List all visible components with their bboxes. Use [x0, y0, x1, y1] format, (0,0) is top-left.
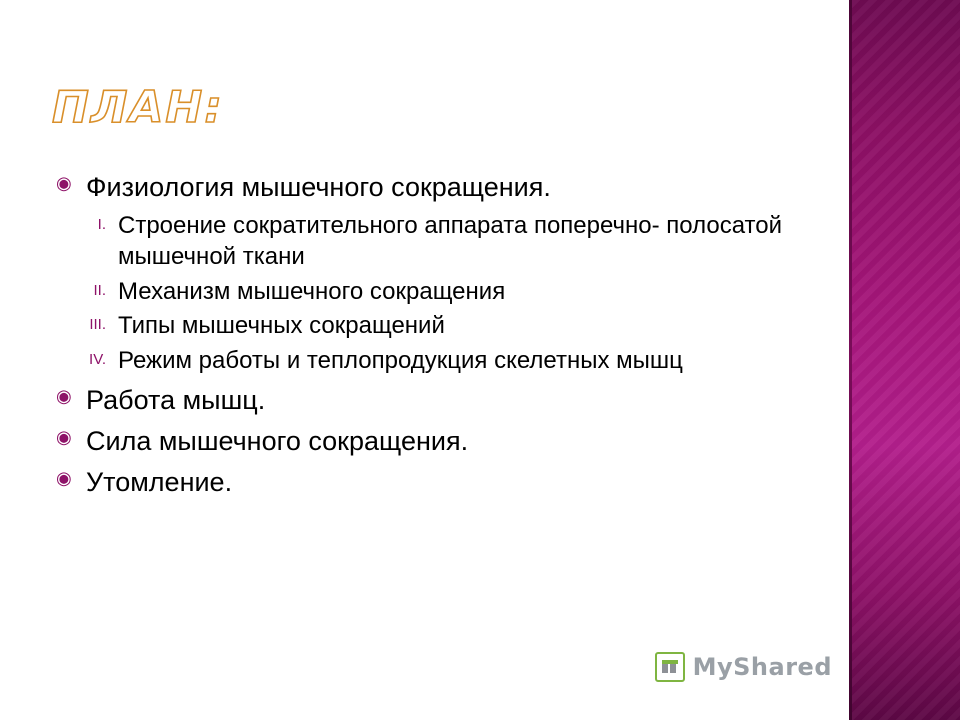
band-edge-divider — [849, 0, 852, 720]
bullet-icon: ◉ — [56, 426, 72, 447]
list-item — [52, 211, 812, 274]
list-item-label: Физиология мышечного сокращения. — [86, 172, 551, 202]
list-item-label: Утомление. — [86, 466, 233, 497]
myshared-logo-icon — [655, 652, 685, 682]
slide-content-list — [52, 170, 812, 506]
list-item — [52, 383, 812, 422]
list-item — [52, 170, 812, 209]
sub-list — [52, 211, 812, 379]
list-item-label: Типы мышечных сокращений — [118, 312, 445, 340]
roman-numeral-marker: I. — [97, 216, 106, 234]
bullet-icon: ◉ — [56, 385, 72, 406]
list-item-label: Строение сократительного аппарата поперечно- полосатой мышечной ткани — [118, 212, 783, 270]
bullet-icon: ◉ — [56, 467, 72, 488]
decorative-purple-band — [852, 0, 960, 720]
list-item-label: Работа мышц. — [86, 384, 266, 415]
myshared-watermark-label: MyShared — [692, 653, 832, 681]
list-item — [52, 424, 812, 463]
slide-title: ПЛАН: — [52, 82, 224, 133]
list-item-label: Сила мышечного сокращения. — [86, 425, 469, 456]
myshared-watermark — [655, 652, 832, 682]
roman-numeral-marker: II. — [93, 281, 106, 299]
list-item — [52, 346, 812, 379]
roman-numeral-marker: III. — [89, 316, 106, 334]
list-item — [52, 465, 812, 504]
list-item — [52, 311, 812, 344]
list-item — [52, 277, 812, 310]
bullet-icon: ◉ — [56, 173, 72, 193]
list-item-label: Механизм мышечного сокращения — [118, 277, 506, 305]
list-item-label: Режим работы и теплопродукция скелетных мышц — [118, 346, 683, 374]
roman-numeral-marker: IV. — [89, 350, 106, 368]
